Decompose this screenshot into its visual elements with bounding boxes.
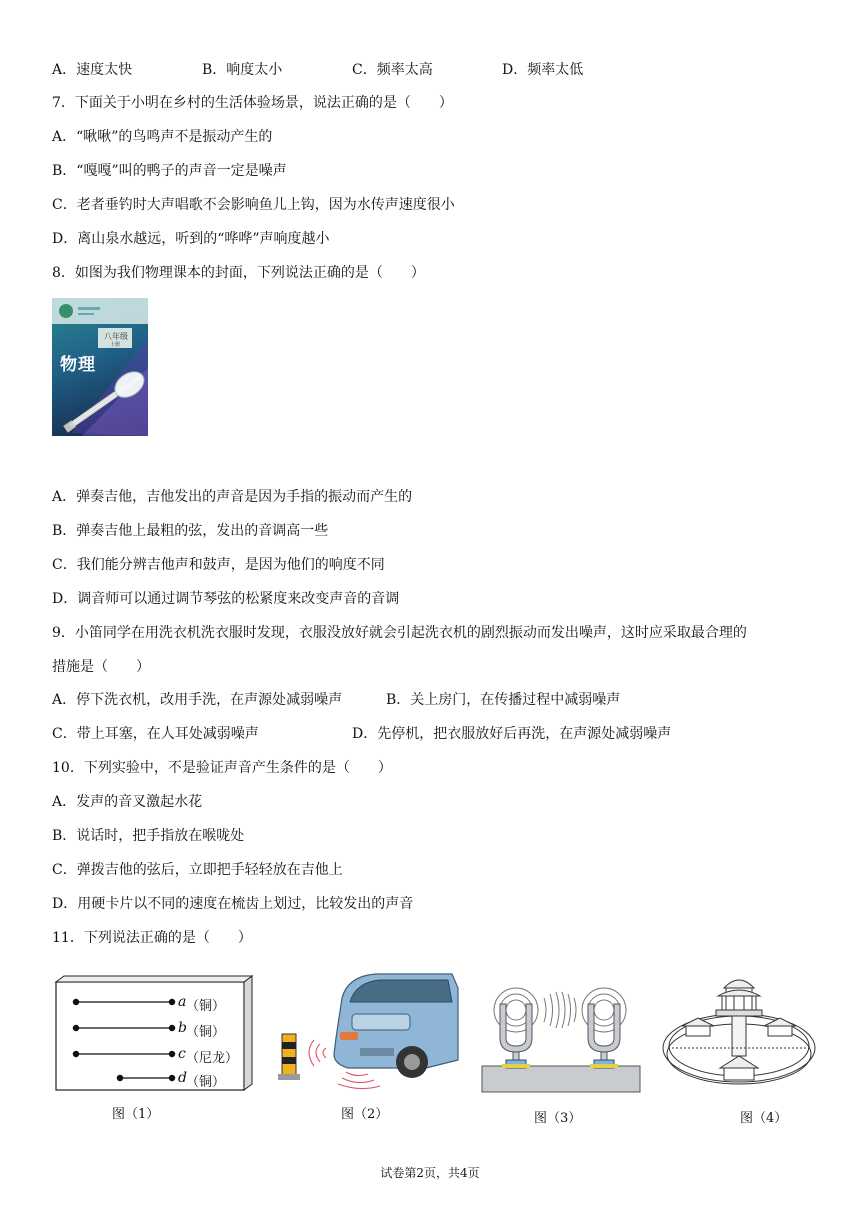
q6-options: [52, 60, 812, 80]
q7-option-c: C．老者垂钓时大声唱歌不会影响鱼儿上钩，因为水传声速度很小: [52, 197, 455, 213]
page-footer: 试卷第2页，共4页: [380, 1166, 480, 1180]
wire-a-material: （铜）: [186, 999, 226, 1014]
wire-c-letter: c: [178, 1046, 186, 1062]
figure-2-caption: 图（2）: [341, 1107, 389, 1122]
textbook-cover-image: [52, 298, 148, 436]
q9-options-row2: [52, 724, 812, 744]
cover-title: 物理: [60, 355, 96, 375]
q8-option-b: B．弹奏吉他上最粗的弦，发出的音调高一些: [52, 523, 329, 539]
q8-option-a: A．弹奏吉他，吉他发出的声音是因为手指的振动而产生的: [52, 489, 413, 505]
wire-b-material: （铜）: [186, 1025, 226, 1040]
q9-stem-line2: 措施是（ ）: [52, 659, 150, 675]
q7-option-d: D．离山泉水越远，听到的“哗哗”声响度越小: [52, 231, 330, 247]
q6-option-d: D．频率太低: [502, 62, 584, 78]
figure-4-echo-wall-temple: [660, 968, 818, 1092]
cover-grade: 八年级: [104, 332, 128, 341]
wire-d-material: （铜）: [186, 1075, 226, 1090]
wire-b-letter: b: [178, 1020, 187, 1036]
figure-2-car-radar: [276, 968, 460, 1092]
q9-option-b: B．关上房门，在传播过程中减弱噪声: [386, 692, 621, 708]
q10-option-c: C．弹拨吉他的弦后，立即把手轻轻放在吉他上: [52, 862, 343, 878]
figure-1-caption: 图（1）: [112, 1107, 160, 1122]
q10-stem: 10．下列实验中，不是验证声音产生条件的是（ ）: [52, 760, 392, 776]
q9-option-c: C．带上耳塞，在人耳处减弱噪声: [52, 726, 259, 742]
q9-option-a: A．停下洗衣机，改用手洗，在声源处减弱噪声: [52, 692, 343, 708]
cover-volume: 上册: [110, 342, 121, 348]
figure-3-tuning-forks: [480, 968, 642, 1094]
figure-4-caption: 图（4）: [740, 1111, 788, 1126]
q9-option-d: D．先停机，把衣服放好后再洗，在声源处减弱噪声: [352, 726, 672, 742]
wire-c-material: （尼龙）: [186, 1051, 239, 1066]
figure-1-wires: [54, 968, 254, 1092]
q7-stem: 7．下面关于小明在乡村的生活体验场景，说法正确的是（ ）: [52, 95, 453, 111]
q10-option-a: A．发声的音叉激起水花: [52, 794, 203, 810]
q9-stem-line1: 9．小笛同学在用洗衣机洗衣服时发现，衣服没放好就会引起洗衣机的剧烈振动而发出噪声，这时应采取最合理的: [52, 625, 747, 641]
q6-option-b: B．响度太小: [202, 62, 283, 78]
q8-option-c: C．我们能分辨吉他声和鼓声，是因为他们的响度不同: [52, 557, 385, 573]
q7-option-a: A．“啾啾”的鸟鸣声不是振动产生的: [52, 129, 273, 145]
q10-option-b: B．说话时，把手指放在喉咙处: [52, 828, 245, 844]
q9-options-row1: [52, 690, 812, 710]
q6-option-c: C．频率太高: [352, 62, 433, 78]
q10-option-d: D．用硬卡片以不同的速度在梳齿上划过，比较发出的声音: [52, 896, 414, 912]
q8-option-d: D．调音师可以通过调节琴弦的松紧度来改变声音的音调: [52, 591, 400, 607]
q6-option-a: A．速度太快: [52, 62, 133, 78]
wire-a-letter: a: [178, 994, 187, 1010]
wire-d-letter: d: [178, 1070, 187, 1086]
q11-stem: 11．下列说法正确的是（ ）: [52, 930, 252, 946]
figure-3-caption: 图（3）: [534, 1111, 582, 1126]
q8-stem: 8．如图为我们物理课本的封面，下列说法正确的是（ ）: [52, 265, 425, 281]
q7-option-b: B．“嘎嘎”叫的鸭子的声音一定是噪声: [52, 163, 287, 179]
